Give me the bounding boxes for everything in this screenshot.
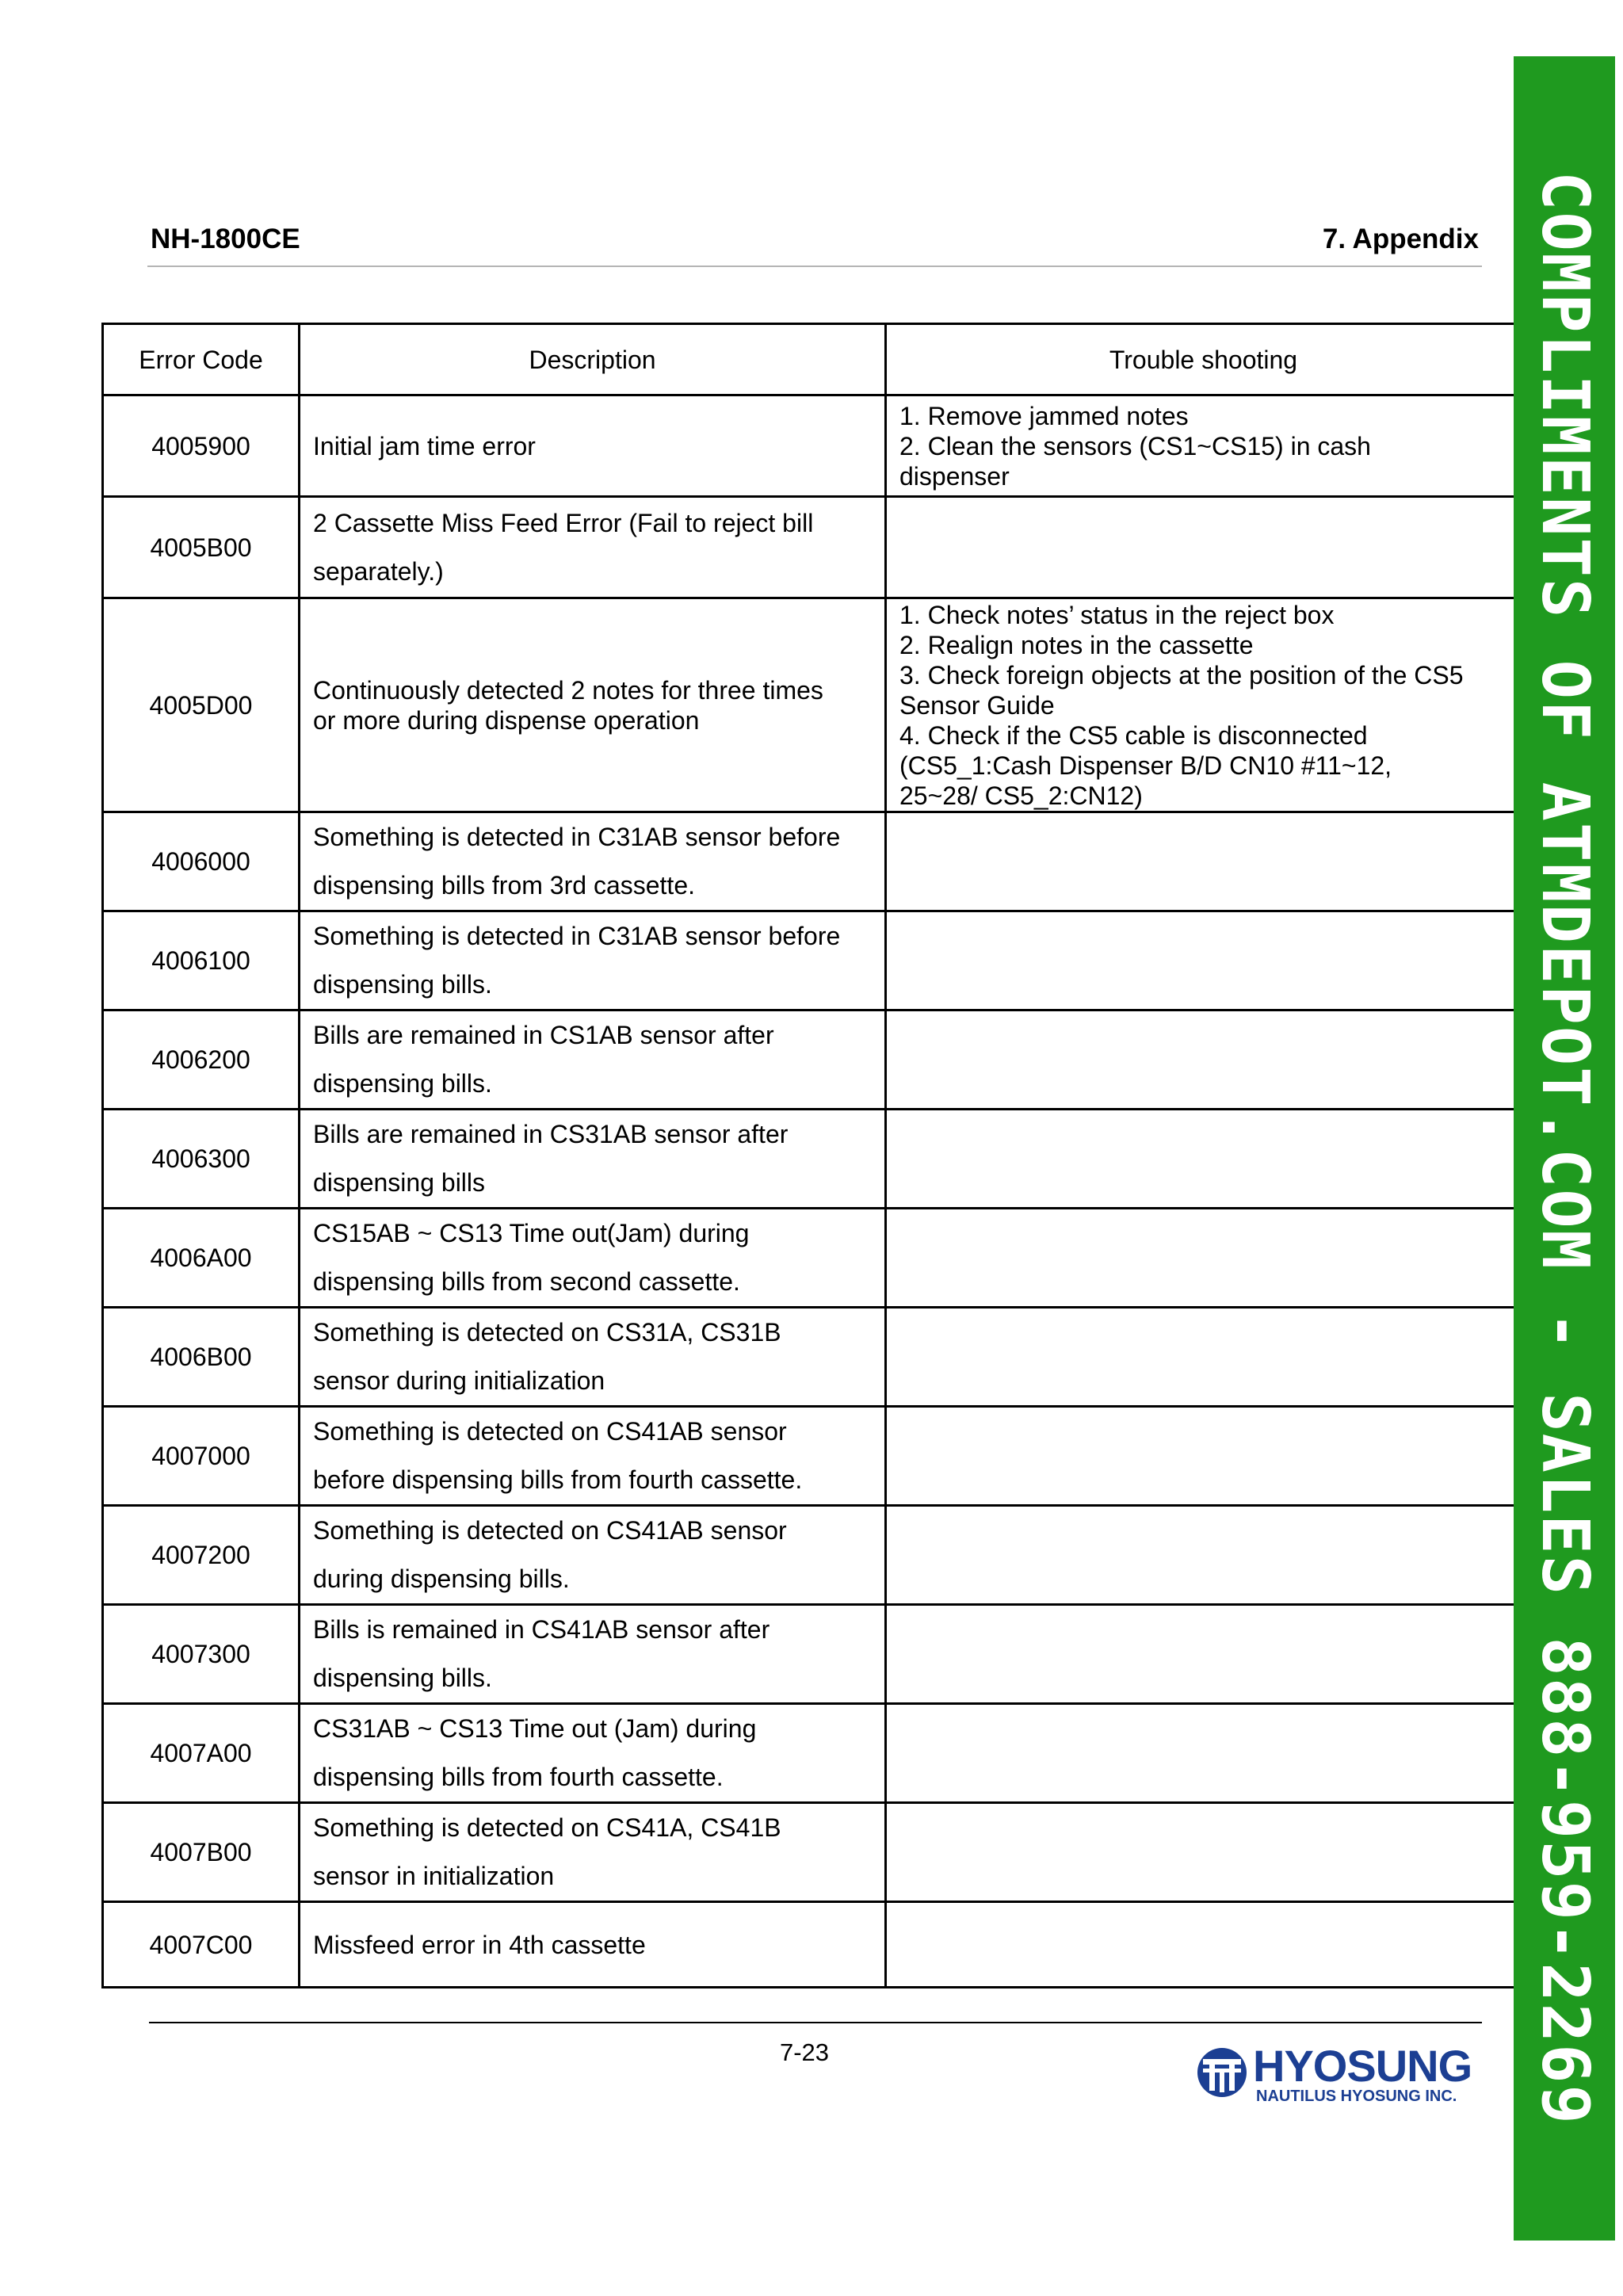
table-body bbox=[103, 395, 1522, 1988]
page-number: 7-23 bbox=[779, 2038, 830, 2066]
description-line: Something is detected in C31AB sensor before bbox=[313, 922, 841, 950]
description-cell bbox=[300, 598, 886, 812]
table-row bbox=[103, 1704, 1522, 1803]
description-cell bbox=[300, 812, 886, 911]
trouble-shooting-cell bbox=[886, 911, 1522, 1010]
description-line: dispensing bills. bbox=[313, 970, 492, 999]
description-line: Bills are remained in CS31AB sensor after bbox=[313, 1120, 789, 1148]
trouble-shooting-line: 4. Check if the CS5 cable is disconnected bbox=[899, 720, 1368, 750]
trouble-shooting-cell bbox=[886, 1110, 1522, 1209]
trouble-shooting-cell bbox=[886, 1407, 1522, 1506]
trouble-shooting-cell bbox=[886, 1506, 1522, 1605]
table-row bbox=[103, 1407, 1522, 1506]
description-line: during dispensing bills. bbox=[313, 1564, 570, 1593]
trouble-shooting-cell bbox=[886, 1010, 1522, 1110]
error-code-cell: 4007200 bbox=[103, 1506, 300, 1605]
trouble-shooting-cell bbox=[886, 598, 1522, 812]
description-line: Bills is remained in CS41AB sensor after bbox=[313, 1615, 770, 1644]
description-line: 2 Cassette Miss Feed Error (Fail to reject bill bbox=[313, 508, 814, 537]
trouble-shooting-cell bbox=[886, 812, 1522, 911]
description-cell bbox=[300, 1209, 886, 1308]
description-cell bbox=[300, 1110, 886, 1209]
error-code-cell: 4007000 bbox=[103, 1407, 300, 1506]
hyosung-logo-icon bbox=[1196, 2046, 1248, 2099]
description-cell bbox=[300, 1407, 886, 1506]
footer-divider bbox=[149, 2022, 1482, 2023]
trouble-shooting-line: 2. Clean the sensors (CS1~CS15) in cash bbox=[899, 431, 1371, 460]
description-line: CS31AB ~ CS13 Time out (Jam) during bbox=[313, 1714, 757, 1743]
description-line: dispensing bills from second cassette. bbox=[313, 1267, 740, 1296]
description-cell bbox=[300, 1803, 886, 1902]
description-cell bbox=[300, 1506, 886, 1605]
error-code-cell: 4006100 bbox=[103, 911, 300, 1010]
description-line: dispensing bills. bbox=[313, 1069, 492, 1098]
description-cell bbox=[300, 1010, 886, 1110]
column-header-description: Description bbox=[300, 324, 886, 395]
model-name: NH-1800CE bbox=[151, 223, 300, 254]
error-code-cell: 4005900 bbox=[103, 395, 300, 497]
table-row bbox=[103, 1110, 1522, 1209]
table-row bbox=[103, 1803, 1522, 1902]
description-line: Something is detected in C31AB sensor before bbox=[313, 823, 841, 851]
trouble-shooting-cell bbox=[886, 1902, 1522, 1988]
description-line: before dispensing bills from fourth cassette. bbox=[313, 1465, 803, 1494]
header-divider bbox=[147, 266, 1482, 267]
trouble-shooting-cell bbox=[886, 1209, 1522, 1308]
trouble-shooting-cell bbox=[886, 395, 1522, 497]
description-line: dispensing bills from fourth cassette. bbox=[313, 1763, 724, 1791]
description-line: Continuously detected 2 notes for three times bbox=[313, 675, 823, 705]
description-line: CS15AB ~ CS13 Time out(Jam) during bbox=[313, 1219, 750, 1247]
description-cell bbox=[300, 911, 886, 1010]
trouble-shooting-cell bbox=[886, 497, 1522, 598]
error-code-cell: 4007300 bbox=[103, 1605, 300, 1704]
description-line: Missfeed error in 4th cassette bbox=[313, 1930, 646, 1959]
description-line: dispensing bills from 3rd cassette. bbox=[313, 871, 695, 900]
description-line: dispensing bills bbox=[313, 1168, 486, 1197]
trouble-shooting-line: (CS5_1:Cash Dispenser B/D CN10 #11~12, bbox=[899, 751, 1392, 780]
page-header bbox=[151, 223, 1479, 255]
error-code-cell: 4006000 bbox=[103, 812, 300, 911]
table-row bbox=[103, 1605, 1522, 1704]
table-row bbox=[103, 812, 1522, 911]
description-cell bbox=[300, 1605, 886, 1704]
column-header-error-code: Error Code bbox=[103, 324, 300, 395]
section-title: 7. Appendix bbox=[1322, 223, 1479, 254]
trouble-shooting-cell bbox=[886, 1704, 1522, 1803]
trouble-shooting-cell bbox=[886, 1605, 1522, 1704]
error-code-cell: 4006B00 bbox=[103, 1308, 300, 1407]
logo-wordmark: HYOSUNG bbox=[1253, 2041, 1472, 2091]
description-line: Something is detected on CS41AB sensor bbox=[313, 1417, 787, 1446]
description-line: sensor in initialization bbox=[313, 1862, 555, 1890]
description-cell bbox=[300, 497, 886, 598]
trouble-shooting-line: dispenser bbox=[899, 461, 1010, 491]
table-row bbox=[103, 497, 1522, 598]
trouble-shooting-line: 1. Check notes’ status in the reject box bbox=[899, 600, 1335, 629]
error-code-cell: 4007B00 bbox=[103, 1803, 300, 1902]
table-row bbox=[103, 1308, 1522, 1407]
trouble-shooting-cell bbox=[886, 1308, 1522, 1407]
trouble-shooting-line: 2. Realign notes in the cassette bbox=[899, 630, 1254, 659]
table-row bbox=[103, 1209, 1522, 1308]
table-row bbox=[103, 1902, 1522, 1988]
description-line: Bills are remained in CS1AB sensor after bbox=[313, 1021, 774, 1049]
description-line: sensor during initialization bbox=[313, 1366, 605, 1395]
trouble-shooting-line: 1. Remove jammed notes bbox=[899, 401, 1189, 430]
trouble-shooting-line: 25~28/ CS5_2:CN12) bbox=[899, 781, 1143, 810]
table-row bbox=[103, 1010, 1522, 1110]
description-line: Something is detected on CS41A, CS41B bbox=[313, 1813, 781, 1842]
description-line: Something is detected on CS31A, CS31B bbox=[313, 1318, 781, 1347]
error-code-cell: 4007A00 bbox=[103, 1704, 300, 1803]
description-cell bbox=[300, 1902, 886, 1988]
column-header-trouble-shooting: Trouble shooting bbox=[886, 324, 1522, 395]
side-banner-text: COMPLIMENTS OF ATMDEPOT.COM - SALES 888-959-2269 bbox=[1527, 171, 1602, 2126]
error-code-cell: 4005D00 bbox=[103, 598, 300, 812]
description-line: separately.) bbox=[313, 556, 444, 586]
trouble-shooting-line: 3. Check foreign objects at the position of the CS5 bbox=[899, 660, 1464, 690]
table-row bbox=[103, 395, 1522, 497]
error-code-table bbox=[101, 323, 1522, 1988]
description-cell bbox=[300, 1308, 886, 1407]
error-code-cell: 4006300 bbox=[103, 1110, 300, 1209]
error-code-cell: 4006200 bbox=[103, 1010, 300, 1110]
description-cell bbox=[300, 395, 886, 497]
description-line: or more during dispense operation bbox=[313, 705, 700, 735]
error-code-cell: 4007C00 bbox=[103, 1902, 300, 1988]
description-line: Something is detected on CS41AB sensor bbox=[313, 1516, 787, 1545]
description-line: Initial jam time error bbox=[313, 431, 536, 460]
table-row bbox=[103, 598, 1522, 812]
error-code-cell: 4005B00 bbox=[103, 497, 300, 598]
trouble-shooting-cell bbox=[886, 1803, 1522, 1902]
trouble-shooting-line: Sensor Guide bbox=[899, 690, 1055, 720]
logo-subtitle: NAUTILUS HYOSUNG INC. bbox=[1256, 2088, 1457, 2105]
hyosung-logo bbox=[1194, 2038, 1472, 2110]
description-cell bbox=[300, 1704, 886, 1803]
table-row bbox=[103, 911, 1522, 1010]
error-code-cell: 4006A00 bbox=[103, 1209, 300, 1308]
description-line: dispensing bills. bbox=[313, 1664, 492, 1692]
table-row bbox=[103, 1506, 1522, 1605]
table-header-row bbox=[103, 324, 1522, 395]
